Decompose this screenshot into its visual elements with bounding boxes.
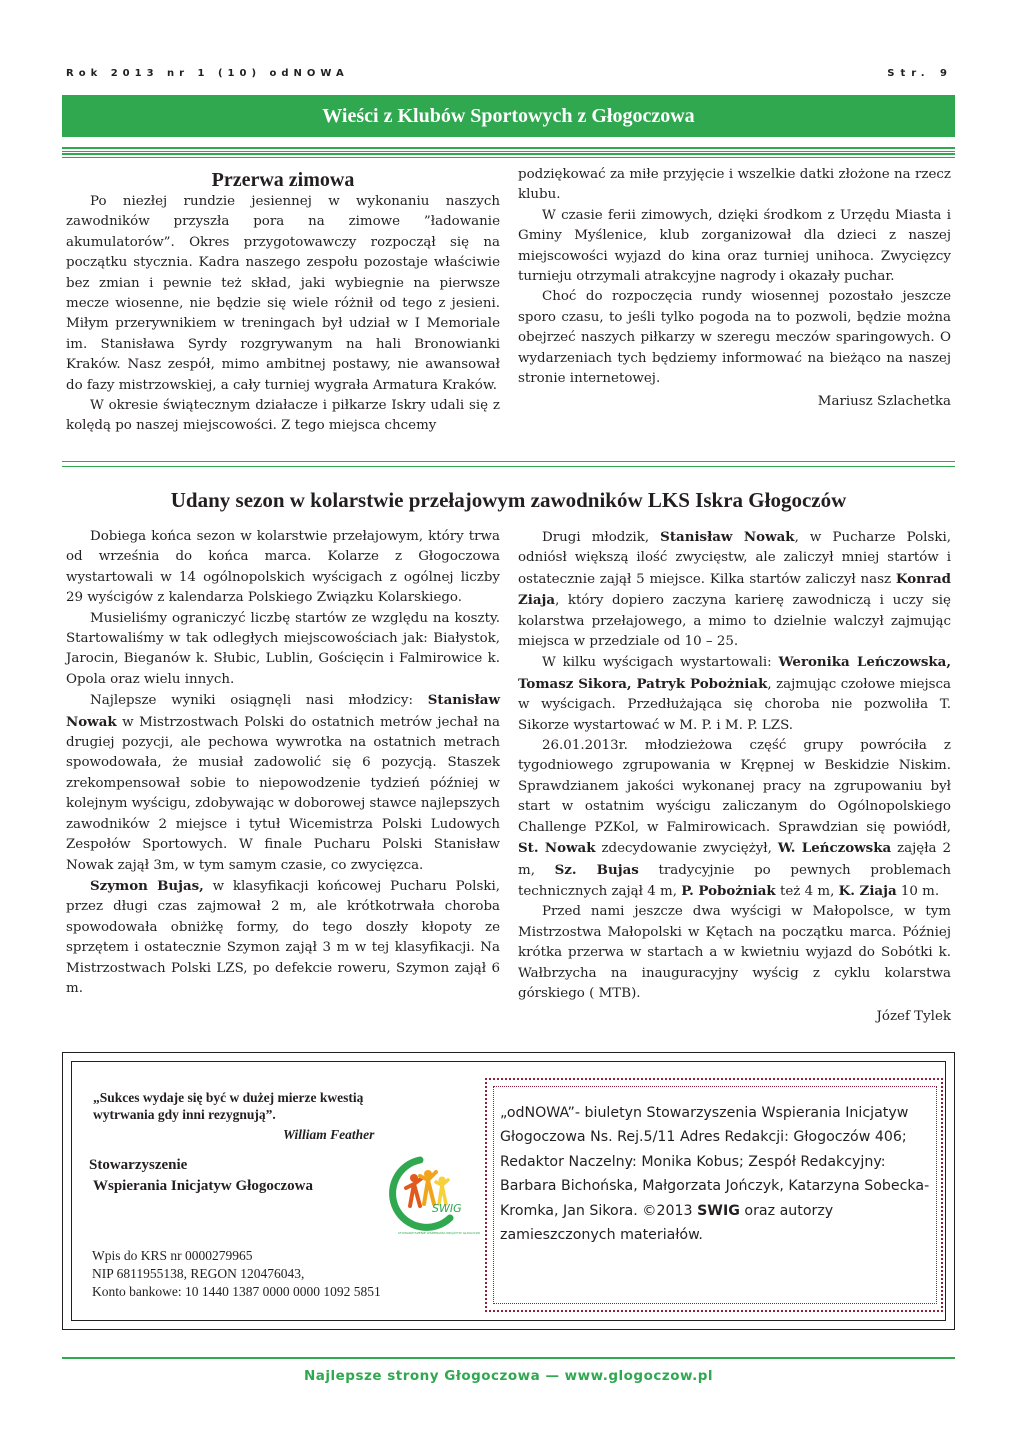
quote-author: William Feather [283,1127,375,1142]
text-run: 10 m. [896,883,940,899]
page-number: Str. 9 [887,68,953,79]
article2-paragraph [66,876,500,999]
article1-right-column [518,165,951,413]
article1-paragraph: W czasie ferii zimowych, dzięki środkom z Urzędu Miasta i Gminy Myślenice, klub zorganizował dla dzieci z naszej miejscowości wyjazd do kina oraz turniej unihoca. Zwycięzcy turnieju otrzymali atrakcyjne nagrody i okazały puchar. [518,207,951,285]
imprint-copyright-rest: oraz autorzy zamieszczonych materiałów. [500,1202,834,1244]
athlete-name: P. Pobożniak [681,882,776,899]
article1-paragraph: Choć do rozpoczęcia rundy wiosennej pozostało jeszcze sporo czasu, to jeśli tylko pogoda na to pozwoli, będzie można obejrzeć naszych piłkarzy w szeregu meczów sparingowych. O wydarzeniach tych będziemy informować na bieżąco na naszej stronie internetowej. [518,289,951,387]
article2-paragraph: Dobiega końca sezon w kolarstwie przełajowym, który trwa od września do końca marca. Kolarze z Głogoczowa wystartowali w 14 ogólnopolskich wyścigach z ogólnej liczby 29 wyścigów z kalendarza Polskiego Związku Kolarskiego. [66,529,500,606]
bank-account: Konto bankowe: 10 1440 1387 0000 0000 1092 5851 [92,1284,381,1299]
text-run: w Mistrzostwach Polski do ostatnich metrów jechał na drugiej pozycji, ale pechowa wywrotka na ostatnich metrach spowodowała, że musiał zadowolić się 6 pozycją. Staszek zrekompensował sobie to niepowodzenie tydzień później w kolejnym wyścigu, zdobywając w doborowej stawce najlepszych zawodników 2 miejsce i tytuł Wicemistrza Polski Ludowych Zespołów Sportowych. W finale Pucharu Polski Stanisław Nowak zajął 3m, w tym samym czasie, co zwycięzca. [66,714,501,873]
article2-author: Józef Tylek [876,1009,951,1025]
text-run: , który dopiero zaczyna karierę zawodniczą i uczy się kolarstwa przełajowego, a mimo to dzielnie walczył zajmując miejsca w przedziale od 10 – 25. [518,593,951,650]
article2-paragraph [518,527,951,652]
divider-rule [62,461,955,462]
text-run: Najlepsze wyniki osiągnęli nasi młodzicy: [90,693,428,709]
registration-info [92,1247,381,1301]
article1-paragraph: W okresie świątecznym działacze i piłkarze Iskry udali się z kolędą po naszej miejscowości. Z tego miejsca chcemy [66,398,500,434]
swig-logo [370,1148,480,1238]
article2-paragraph [518,652,951,736]
article2-paragraph [66,690,500,876]
nip-regon: NIP 6811955138, REGON 120476043, [92,1266,305,1281]
swig-logo-graphic [370,1148,480,1238]
athlete-name: W. Leńczowska [777,840,892,857]
article2-paragraph [518,736,951,902]
text-run: tradycyjnie po pewnych problemach technicznych zajął 4 m, [518,862,951,899]
article2-paragraph: Przed nami jeszcze dwa wyścigi w Małopolsce, w tym Mistrzostwa Małopolski w Kętach na początku marca. Później krótka przerwa w startach a w kwietniu wyjazd do Sobótki k. Wałbrzycha na inauguracyjny wyścig z cyklu kolarstwa górskiego ( MTB). [518,904,951,1001]
imprint-copyright: ©2013 [642,1202,698,1219]
article1-left-column [66,168,500,437]
athlete-names: Weronika Leńczowska, Tomasz Sikora, Patryk Pobożniak [518,654,951,692]
imprint-publication: „odNOWA”- biuletyn Stowarzyszenia Wspierania Inicjatyw Głogoczowa Ns. Rej.5/11 [500,1105,909,1146]
athlete-name: Stanisław Nowak [660,529,795,545]
divider-rule-2 [62,466,955,467]
footer-rule [62,1357,955,1359]
org-name-line: Stowarzyszenie [89,1157,188,1173]
text-run: zdecydowanie zwyciężył, [595,841,778,857]
text-run: , zajmując czołowe miejsca w wyścigach. Przedłużająca się choroba nie pozwoliła T. Sikorze wystartować w M. P. i M. P. LZS. [518,676,951,733]
article2-paragraph: Musieliśmy ograniczyć liczbę startów ze względu na koszty. Startowaliśmy w tak odległych miejscowościach jak: Białystok, Jarocin, Bieganów k. Słubic, Lublin, Gościęcin i Falmirowice k. Opola oraz wielu innych. [66,610,500,687]
article1-paragraph: podziękować za miłe przyjęcie i wszelkie datki złożone na rzecz klubu. [518,167,951,203]
text-run: 26.01.2013r. młodzieżowa część grupy powróciła z tygodniowego zgrupowania w Krępnej w Beskidzie Niskim. Sprawdzianem jakości wykonanej pracy na zgrupowaniu był start w ostatnim wyścigu zaliczanym do Ogólnopolskiego Challenge PZKol, w Falmirowicach. Sprawdzian się powiódł, [518,738,951,835]
article2-right-column [518,527,951,1028]
article1-title: Przerwa zimowa [211,169,355,191]
athlete-name: K. Ziaja [838,882,897,899]
footer-tagline: Najlepsze strony Głogoczowa — www.glogoczow.pl [303,1368,714,1384]
imprint-swig: SWIG [697,1202,740,1219]
imprint-editorial: Adres Redakcji: Głogoczów 406; Redaktor Naczelny: Monika Kobus; Zespół Redakcyjny: Barbara Bichońska, Małgorzata Jończyk, Katarzyna Sobecka-Kromka, Jan Sikora. [500,1129,930,1219]
athlete-name: Konrad Ziaja [518,570,951,609]
organization-name [89,1155,313,1197]
article1-author: Mariusz Szlachetka [817,394,951,410]
article2-left-column [66,527,500,999]
text-run: w klasyfikacji końcowej Pucharu Polski, przez długi czas zajmował 2 m, ale krótkotrwała choroba spowodowała obniżkę formy, do tego doszły kłopoty ze sprzętem i ostatecznie Szymon zajął 3 m w tej klasyfikacji. Na Mistrzostwach Polski LZS, po defekcie roweru, Szymon zajął 6 m. [66,878,500,996]
issue-info: Rok 2013 nr 1 (10) odNOWA [66,68,349,79]
quote-line: wytrwania gdy inni rezygnują”. [93,1107,276,1122]
article1-paragraph: Po niezłej rundzie jesiennej w wykonaniu naszych zawodników przyszła pora na zimowe ”ładowanie akumulatorów”. Okres przygotowawczy rozpoczął się na początku stycznia. Kadra naszego zespołu pozostaje właściwie bez zmian i pewnie też skład, jaki wybiegnie na pierwsze mecze wiosenne, nie będzie się wiele różnił od tego z jesieni. Miłym przerywnikiem w treningach był udział w I Memoriale im. Stanisława Syrdy rozgrywanym na hali Bronowianki Kraków. Nasz zespół, mimo ambitnej postawy, nie awansował do fazy mistrzowskiej, a cały turniej wygrała Armatura Kraków. [66,194,500,393]
krs-number: Wpis do KRS nr 0000279965 [92,1248,253,1263]
athlete-name: Szymon Bujas, [90,877,204,894]
motto-quote [93,1089,433,1123]
athlete-name: Stanisław Nowak [66,692,500,730]
article2-title: Udany sezon w kolarstwie przełajowym zawodników LKS Iskra Głogoczów [170,488,847,512]
text-run: , w Pucharze Polski, odniósł większą ilość zwycięstw, ale zaliczył mniej startów i ostatecznie zajął 5 miejsce. Kilka startów zaliczył nasz [518,530,951,587]
org-name-line: Wspierania Inicjatyw Głogoczowa [93,1178,313,1194]
athlete-name: Sz. Bujas [554,861,639,878]
athlete-name: St. Nowak [518,840,596,857]
double-rule-top [62,147,955,152]
double-rule-top-2 [62,153,955,158]
logo-caption: STOWARZYSZENIE WSPIERANIA INICJATYW GŁOGOCZOWA [398,1231,480,1235]
text-run: W kilku wyścigach wystartowali: [542,655,779,671]
text-run: Drugi młodzik, [542,530,661,545]
text-run: zajęła 2 m, [518,841,951,878]
quote-line: „Sukces wydaje się być w dużej mierze kwestią [93,1090,364,1105]
imprint-text [493,1086,937,1304]
logo-text: SWIG [432,1202,462,1215]
text-run: też 4 m, [775,883,839,899]
running-header [66,68,953,84]
section-title-banner: Wieści z Klubów Sportowych z Głogoczowa [62,95,955,137]
